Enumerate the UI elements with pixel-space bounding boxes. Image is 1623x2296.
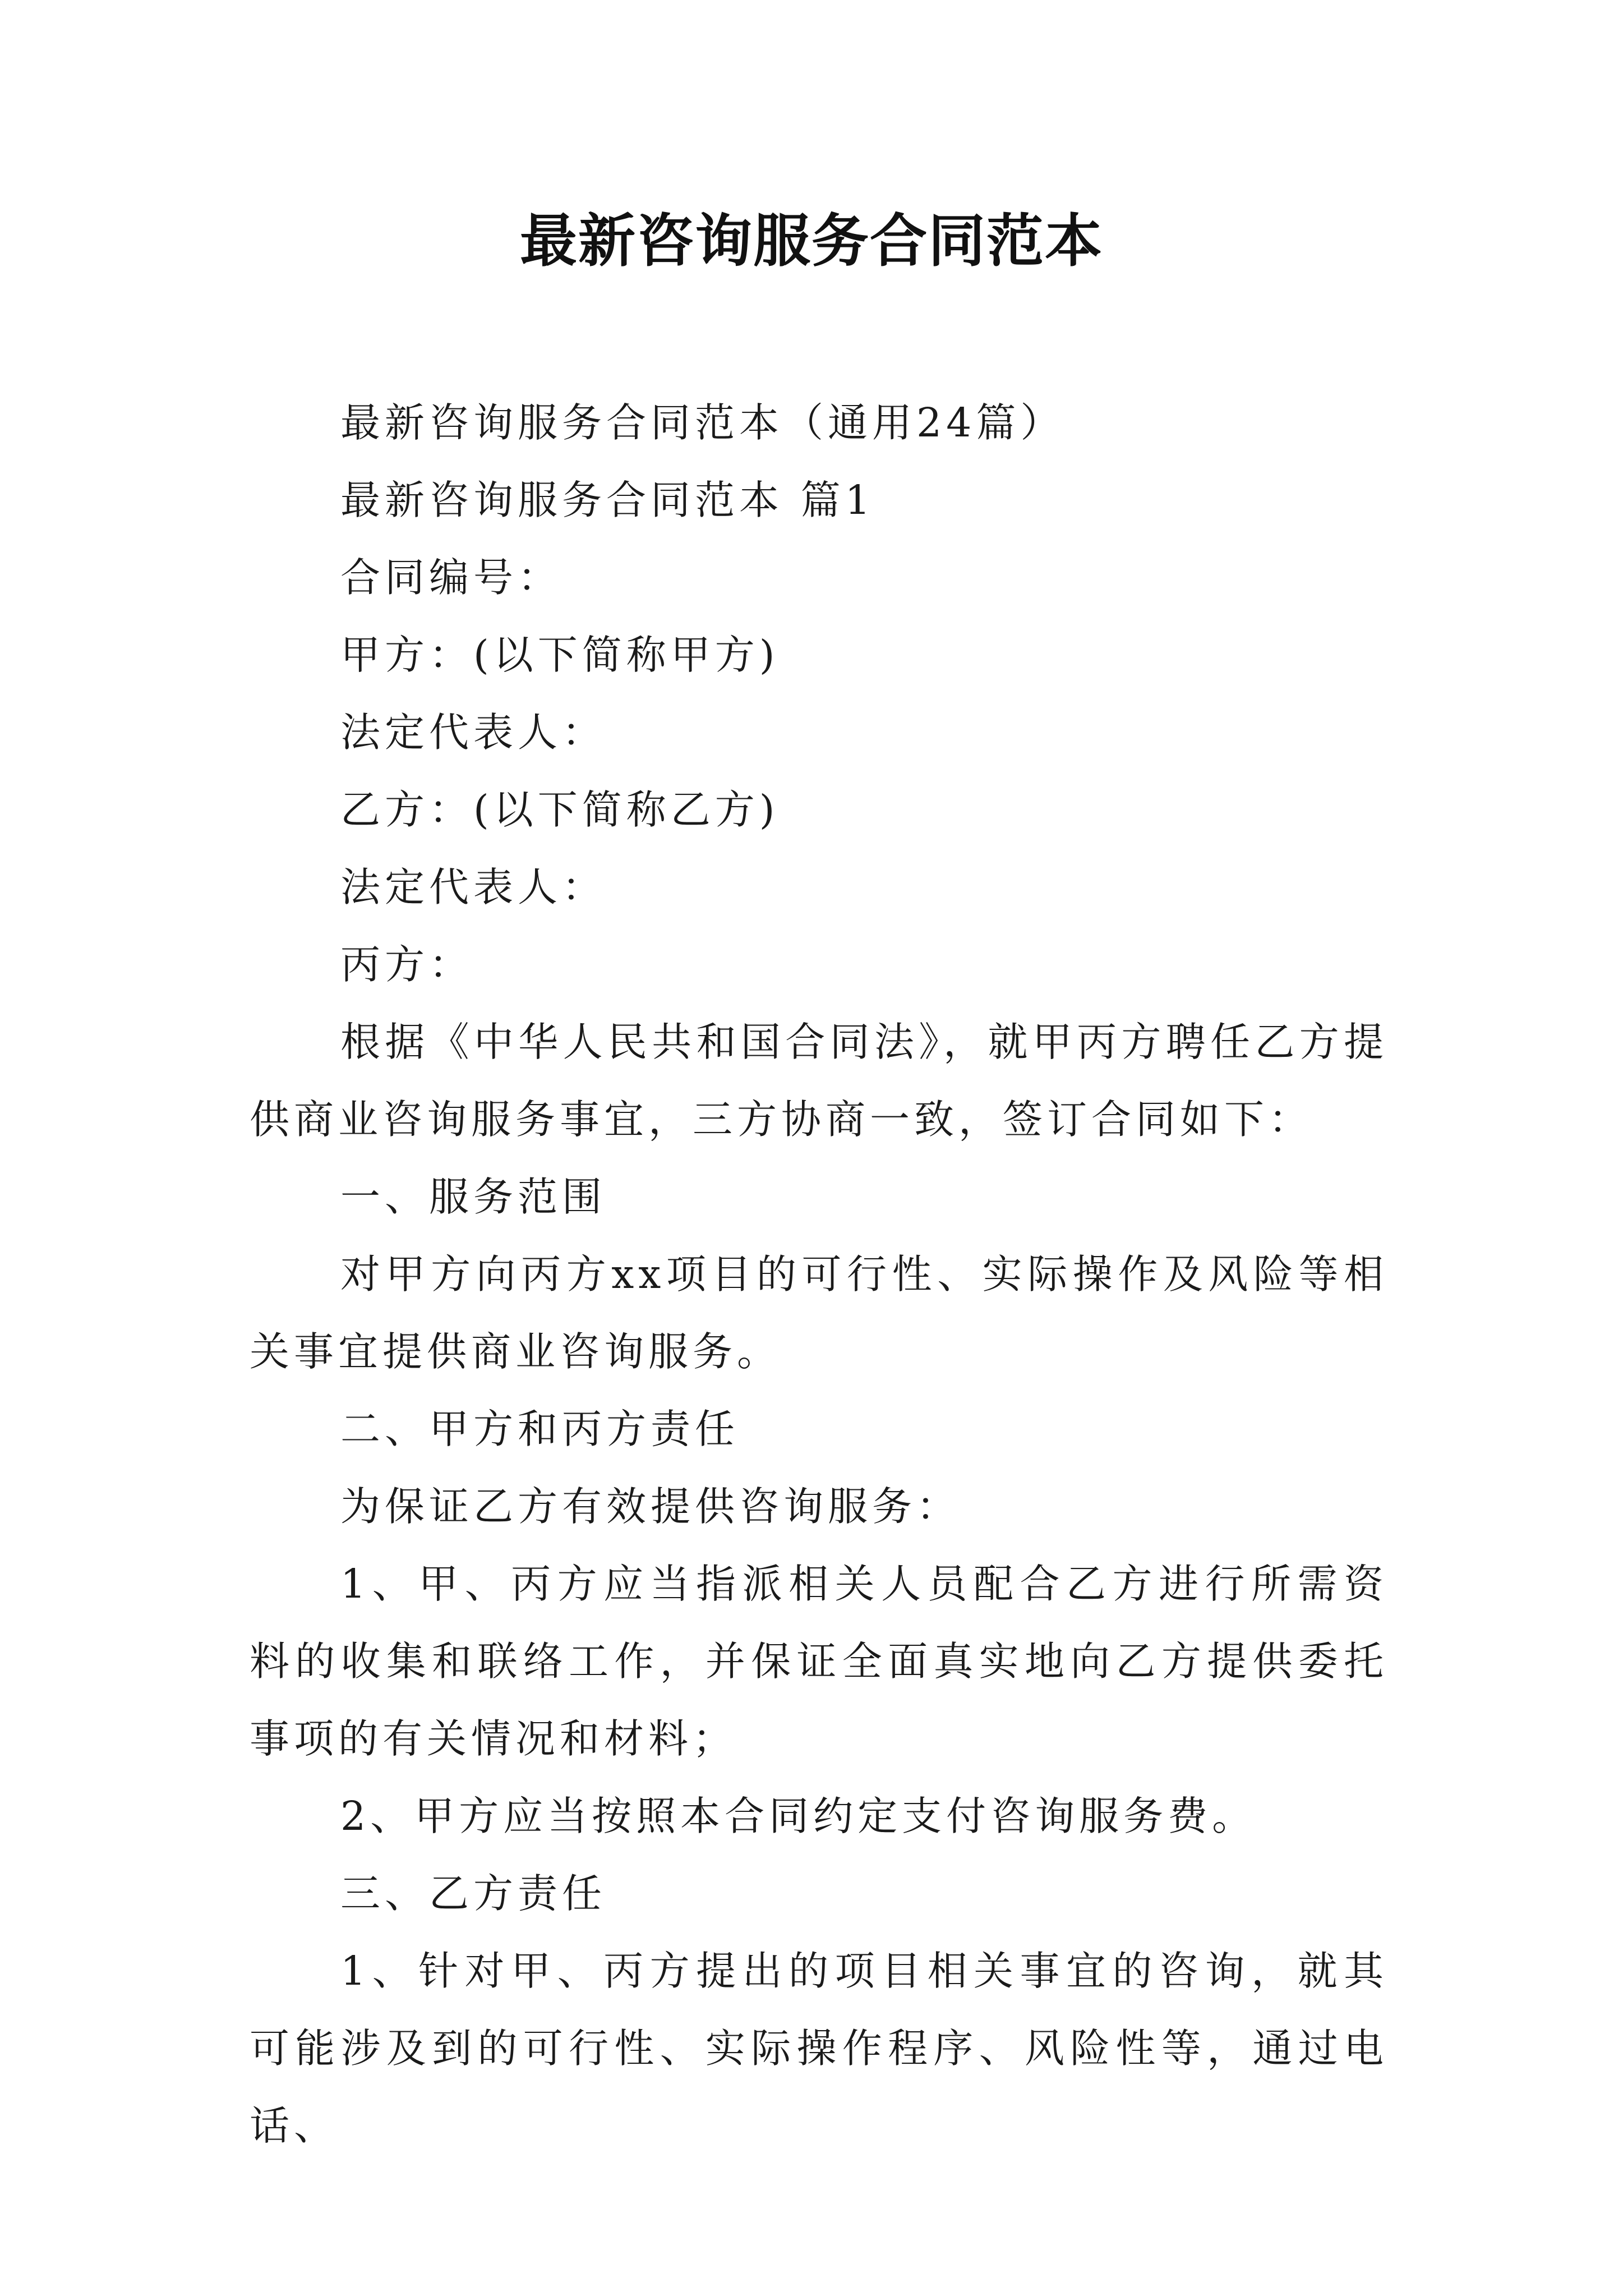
document-title: 最新咨询服务合同范本 — [520, 208, 1103, 275]
paragraph: 根据《中华人民共和国合同法》，就甲丙方聘任乙方提供商业咨询服务事宜，三方协商一致，签订合同如下： — [250, 1019, 1388, 1143]
paragraph: 合同编号： — [340, 554, 562, 601]
paragraph: 乙方：(以下简称乙方) — [340, 786, 780, 833]
paragraph: 一、服务范围 — [340, 1174, 607, 1220]
paragraph: 最新咨询服务合同范本 篇1 — [340, 477, 875, 523]
paragraph: 甲方：(以下简称甲方) — [340, 632, 780, 678]
paragraph: 1、针对甲、丙方提出的项目相关事宜的咨询，就其可能涉及到的可行性、实际操作程序、风险性等，通过电话、 — [250, 1948, 1388, 2149]
paragraph: 丙方： — [340, 941, 474, 988]
paragraph: 对甲方向丙方xx项目的可行性、实际操作及风险等相关事宜提供商业咨询服务。 — [250, 1251, 1388, 1375]
paragraph: 法定代表人： — [340, 709, 607, 756]
paragraph: 法定代表人： — [340, 864, 607, 910]
paragraph: 1、甲、丙方应当指派相关人员配合乙方进行所需资料的收集和联络工作，并保证全面真实地向乙方提供委托事项的有关情况和材料； — [250, 1561, 1388, 1762]
paragraph: 为保证乙方有效提供咨询服务： — [340, 1483, 961, 1530]
paragraph: 2、甲方应当按照本合同约定支付咨询服务费。 — [340, 1793, 1257, 1839]
paragraph: 三、乙方责任 — [340, 1870, 607, 1917]
paragraph: 二、甲方和丙方责任 — [340, 1406, 740, 1452]
paragraph: 最新咨询服务合同范本（通用24篇） — [340, 399, 1065, 446]
document-body — [250, 384, 1388, 2165]
